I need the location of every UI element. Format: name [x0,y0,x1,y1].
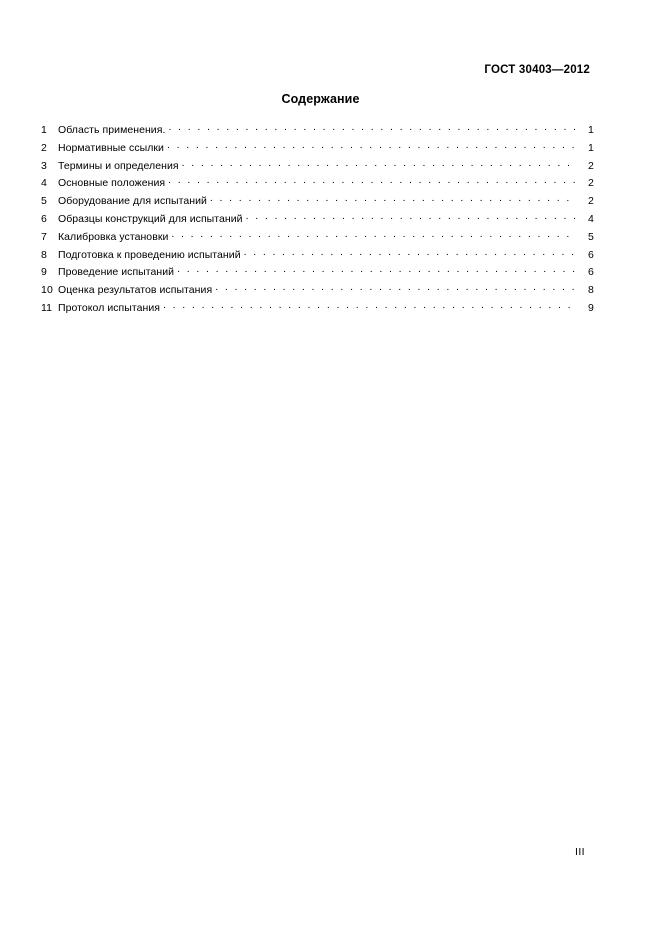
toc-leader-dots [167,139,577,151]
page-number-folio: III [575,846,585,858]
toc-entry-page: 6 [588,248,594,261]
toc-entry-number: 6 [41,212,47,225]
toc-entry-number: 5 [41,195,47,208]
toc-entry-number: 9 [41,266,47,279]
toc-entry[interactable] [41,210,594,228]
toc-entry-number: 2 [41,141,47,154]
toc-leader-dots [163,299,577,311]
toc-leader-dots [210,192,577,204]
toc-leader-dots [177,263,577,275]
toc-leader-dots [215,281,577,293]
toc-entry-number: 10 [41,284,53,297]
toc-entry[interactable] [41,157,594,175]
toc-leader-dots [168,174,577,186]
toc-entry-page: 9 [588,301,594,314]
toc-leader-dots [246,210,577,222]
toc-entry-number: 11 [41,301,53,314]
toc-entry-number: 3 [41,159,47,172]
toc-entry-label: Образцы конструкций для испытаний [58,212,243,225]
toc-leader-dots [171,228,577,240]
toc-leader-dots [182,157,577,169]
toc-entry[interactable] [41,139,594,157]
toc-leader-dots [244,246,577,258]
toc-entry-page: 2 [588,195,594,208]
toc-entry-number: 7 [41,230,47,243]
toc-entry-page: 6 [588,266,594,279]
toc-entry[interactable] [41,121,594,139]
toc-entry[interactable] [41,228,594,246]
toc-entry-page: 8 [588,284,594,297]
toc-entry-label: Основные положения [58,177,166,190]
toc-entry-page: 4 [588,212,594,225]
toc-entry-label: Калибровка установки [58,230,169,243]
toc-entry[interactable] [41,299,594,317]
toc-entry-page: 1 [588,141,594,154]
page-title: Содержание [281,92,360,106]
toc-entry[interactable] [41,281,594,299]
document-standard-header: ГОСТ 30403—2012 [484,64,590,76]
toc-entry-page: 2 [588,159,594,172]
toc-entry[interactable] [41,192,594,210]
toc-entry[interactable] [41,263,594,281]
toc-entry[interactable] [41,246,594,264]
toc-entry-label: Нормативные ссылки [58,141,164,154]
table-of-contents [41,121,594,317]
toc-entry-number: 4 [41,177,47,190]
toc-entry-page: 5 [588,230,594,243]
toc-entry[interactable] [41,174,594,192]
toc-entry-page: 1 [588,124,594,136]
toc-entry-number: 8 [41,248,47,261]
toc-entry-label: Подготовка к проведению испытаний [58,248,241,261]
toc-entry-label: Протокол испытания [58,301,161,314]
toc-entry-number: 1 [41,124,47,136]
toc-entry-label: Термины и определения [58,159,179,172]
toc-entry-page: 2 [588,177,594,190]
toc-entry-label: Оценка результатов испытания [58,284,213,297]
toc-entry-label: Область применения. [58,124,166,136]
toc-leader-dots [168,121,577,133]
toc-entry-label: Оборудование для испытаний [58,195,207,208]
toc-entry-label: Проведение испытаний [58,266,175,279]
